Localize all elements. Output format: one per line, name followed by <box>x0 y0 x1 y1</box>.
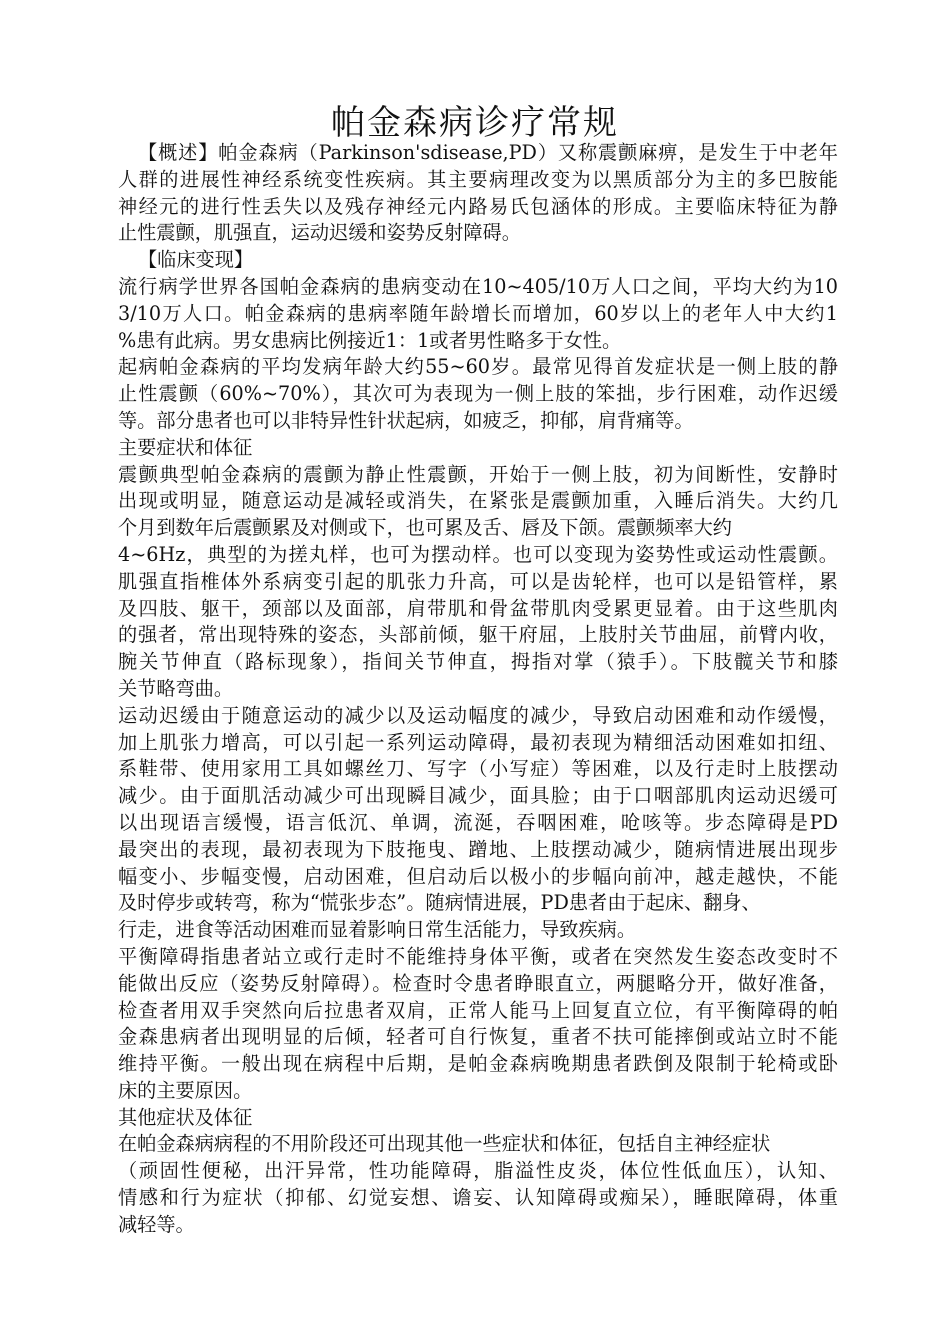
text-line: 起病帕金森病的平均发病年龄大约55~60岁。最常见得首发症状是一侧上肢的静 <box>118 355 838 379</box>
text-line: 平衡障碍指患者站立或行走时不能维持身体平衡，或者在突然发生姿态改变时不 <box>118 944 838 968</box>
text-line: 加上肌张力增高，可以引起一系列运动障碍，最初表现为精细活动困难如扣纽、 <box>118 730 838 754</box>
text-line: 流行病学世界各国帕金森病的患病变动在10~405/10万人口之间，平均大约为10 <box>118 274 838 298</box>
text-line: 情感和行为症状（抑郁、幻觉妄想、谵妄、认知障碍或痴呆），睡眠障碍，体重 <box>118 1186 838 1210</box>
text-line: 维持平衡。一般出现在病程中后期，是帕金森病晚期患者跌倒及限制于轮椅或卧 <box>118 1052 838 1076</box>
document-title: 帕金森病诊疗常规 <box>331 102 619 143</box>
text-line: 最突出的表现，最初表现为下肢拖曳、蹭地、上肢摆动减少，随病情进展出现步 <box>118 837 838 861</box>
text-line: 等。部分患者也可以非特异性针状起病，如疲乏，抑郁，肩背痛等。 <box>118 408 694 432</box>
text-line: 及四肢、躯干，颈部以及面部，肩带肌和骨盆带肌肉受累更显着。由于这些肌肉 <box>118 596 838 620</box>
text-line: 震颤典型帕金森病的震颤为静止性震颤，开始于一侧上肢，初为间断性，安静时 <box>118 462 838 486</box>
text-line: 主要症状和体征 <box>118 435 253 459</box>
text-line: %患有此病。男女患病比例接近1：1或者男性略多于女性。 <box>118 328 622 352</box>
text-line: 减轻等。 <box>118 1212 195 1236</box>
text-line: 及时停步或转弯，称为“慌张步态”。随病情进展，PD患者由于起床、翻身、 <box>118 891 761 915</box>
text-line: 能做出反应（姿势反射障碍）。检查时令患者睁眼直立，两腿略分开，做好准备， <box>118 971 838 995</box>
text-line: 减少。由于面肌活动减少可出现瞬目减少，面具脸；由于口咽部肌肉运动迟缓可 <box>118 784 838 808</box>
text-line: 的强者，常出现特殊的姿态，头部前倾，躯干府屈，上肢肘关节曲屈，前臂内收， <box>118 623 838 647</box>
text-line: 止性震颤（60%~70%），其次可为表现为一侧上肢的笨拙，步行困难，动作迟缓 <box>118 382 838 406</box>
text-line: 4~6Hz，典型的为搓丸样，也可为摆动样。也可以变现为姿势性或运动性震颤。 <box>118 542 838 566</box>
text-line: 在帕金森病病程的不用阶段还可出现其他一些症状和体征，包括自主神经症状 <box>118 1132 771 1156</box>
text-line: 检查者用双手突然向后拉患者双肩，正常人能马上回复直立位，有平衡障碍的帕 <box>118 998 838 1022</box>
text-line: 系鞋带、使用家用工具如螺丝刀、写字（小写症）等困难，以及行走时上肢摆动 <box>118 757 838 781</box>
text-line: 人群的进展性神经系统变性疾病。其主要病理改变为以黑质部分为主的多巴胺能 <box>118 167 838 191</box>
text-line: 以出现语言缓慢，语言低沉、单调，流涎，吞咽困难，呛咳等。步态障碍是PD <box>118 810 838 834</box>
text-line: 出现或明显，随意运动是减轻或消失，在紧张是震颤加重，入睡后消失。大约几 <box>118 489 838 513</box>
text-line: 其他症状及体征 <box>118 1105 253 1129</box>
text-line: 【临床变现】 <box>138 248 254 272</box>
text-line: （顽固性便秘，出汗异常，性功能障碍，脂溢性皮炎，体位性低血压），认知、 <box>118 1159 838 1183</box>
text-line: 关节略弯曲。 <box>118 676 234 700</box>
text-line: 床的主要原因。 <box>118 1078 253 1102</box>
text-line: 金森患病者出现明显的后倾，轻者可自行恢复，重者不扶可能摔倒或站立时不能 <box>118 1025 838 1049</box>
text-line: 行走，进食等活动困难而显着影响日常生活能力，导致疾病。 <box>118 918 637 942</box>
text-line: 个月到数年后震颤累及对侧或下，也可累及舌、唇及下颌。震颤频率大约 <box>118 516 732 540</box>
document-body <box>118 140 838 1239</box>
text-line: 【概述】帕金森病（Parkinson'sdisease,PD）又称震颤麻痹，是发生于中老年 <box>138 141 838 164</box>
text-line: 运动迟缓由于随意运动的减少以及运动幅度的减少，导致启动困难和动作缓慢， <box>118 703 838 727</box>
text-line: 幅变小、步幅变慢，启动困难，但启动后以极小的步幅向前冲，越走越快，不能 <box>118 864 838 888</box>
text-line: 腕关节伸直（路标现象），指间关节伸直，拇指对掌（猿手）。下肢髋关节和膝 <box>118 650 838 674</box>
text-line: 肌强直指椎体外系病变引起的肌张力升高，可以是齿轮样，也可以是铅管样，累 <box>118 569 838 593</box>
text-line: 神经元的进行性丢失以及残存神经元内路易氏包涵体的形成。主要临床特征为静 <box>118 194 838 218</box>
text-line: 3/10万人口。帕金森病的患病率随年龄增长而增加，60岁以上的老年人中大约1 <box>118 301 838 325</box>
text-line: 止性震颤，肌强直，运动迟缓和姿势反射障碍。 <box>118 221 521 245</box>
